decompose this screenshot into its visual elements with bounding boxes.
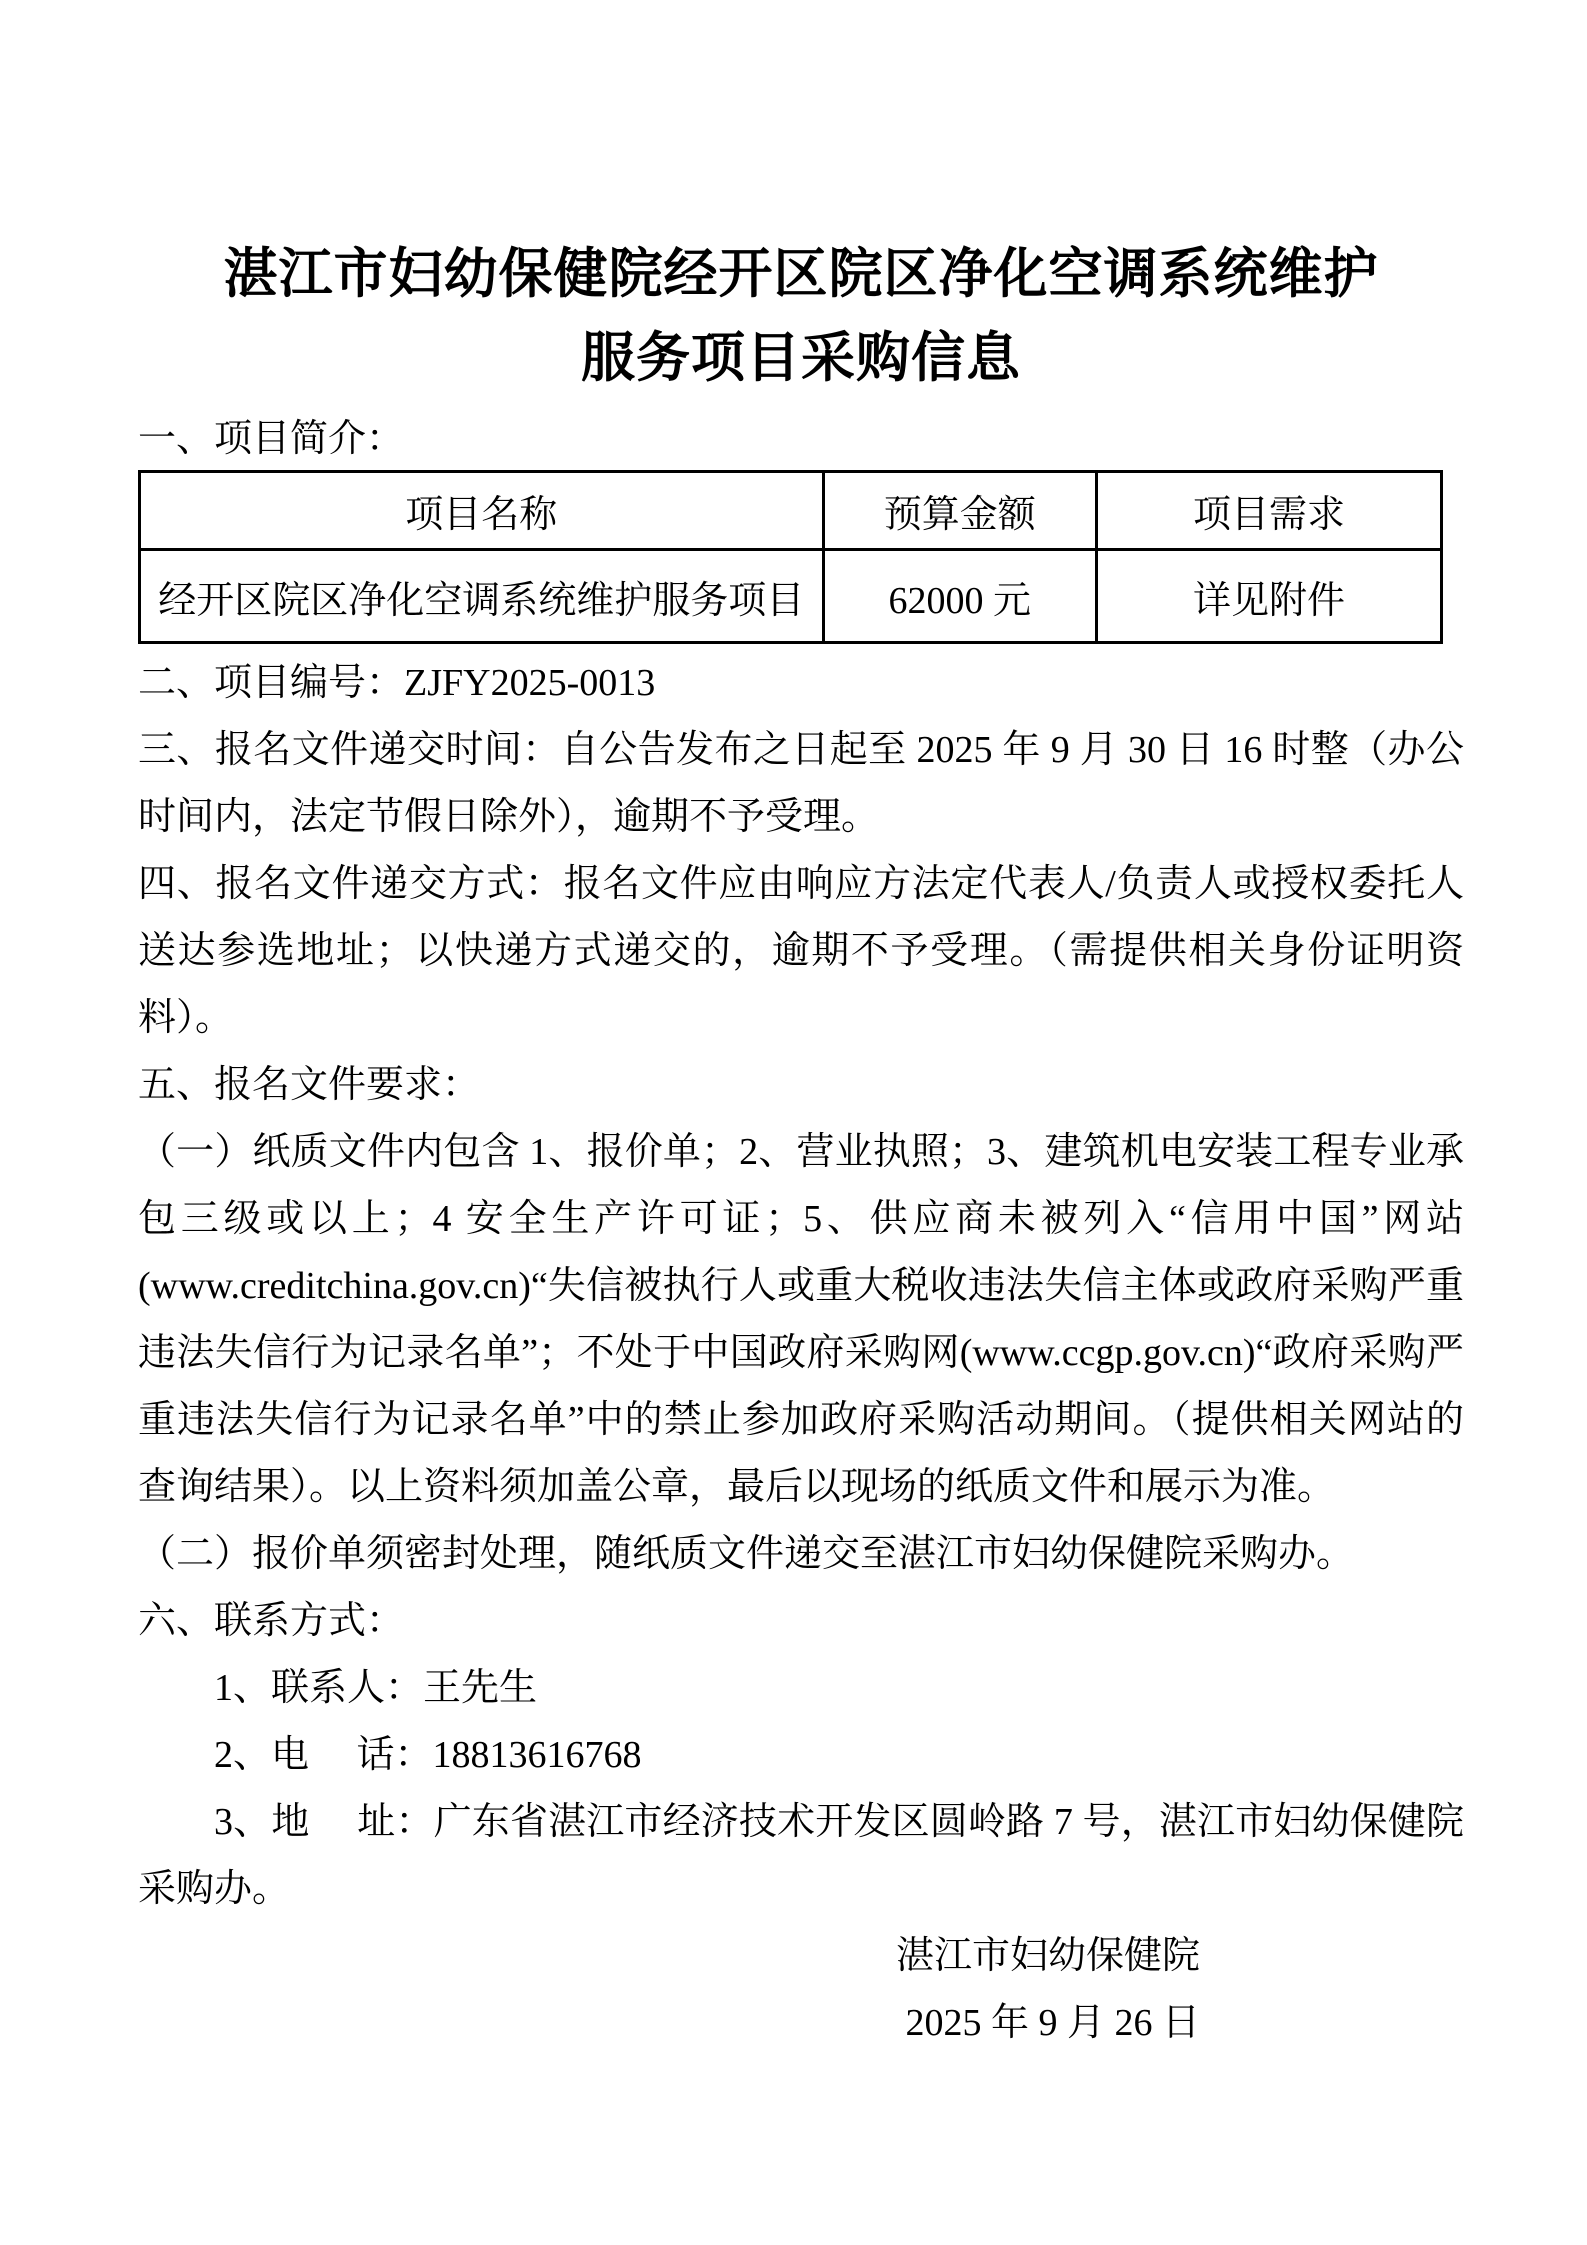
section-heading-requirements: 五、报名文件要求：: [138, 1064, 481, 1106]
table-header-requirement: 项目需求: [1096, 472, 1441, 550]
contact-address: 3、地 址：广东省湛江市经济技术开发区圆岭路 7 号，湛江市妇幼保健院采购办。: [138, 1801, 1464, 1910]
table-header-project-name: 项目名称: [140, 472, 824, 550]
document-title-line1: 湛江市妇幼保健院经开区院区净化空调系统维护: [223, 244, 1379, 304]
paragraph-requirements-item2: （二）报价单须密封处理，随纸质文件递交至湛江市妇幼保健院采购办。: [138, 1533, 1355, 1575]
project-intro-table: [138, 470, 1443, 644]
document-title: [138, 0, 1464, 400]
table-header-budget: 预算金额: [823, 472, 1096, 550]
contact-person: 1、联系人：王先生: [214, 1667, 538, 1709]
table-row: [140, 550, 1442, 643]
signature-block: [138, 1923, 1464, 2057]
paragraph-project-number: 二、项目编号：ZJFY2025-0013: [138, 662, 656, 704]
document-content: [138, 0, 1464, 2057]
table-cell-project-name: 经开区院区净化空调系统维护服务项目: [140, 550, 824, 643]
document-title-line2: 服务项目采购信息: [581, 328, 1021, 388]
paragraph-requirements-item1: （一）纸质文件内包含 1、报价单；2、营业执照；3、建筑机电安装工程专业承包三级或以上；4 安全生产许可证；5、供应商未被列入“信用中国”网站(www.creditchina.gov.cn)“失信被执行人或重大税收违法失信主体或政府采购严重违法失信行为记录名单”；不处于中国政府采购网(www.ccgp.gov.cn)“政府采购严重违法失信行为记录名单”中的禁止参加政府采购活动期间。（提供相关网站的查询结果）。以上资料须加盖公章，最后以现场的纸质文件和展示为准。: [138, 1131, 1464, 1508]
paragraph-submission-time: 三、报名文件递交时间：自公告发布之日起至 2025 年 9 月 30 日 16 时整（办公时间内，法定节假日除外），逾期不予受理。: [138, 729, 1464, 838]
signature-organization: 湛江市妇幼保健院: [895, 1935, 1200, 1977]
signature-date: 2025 年 9 月 26 日: [905, 2002, 1200, 2044]
section-heading-contact: 六、联系方式：: [138, 1600, 405, 1642]
table-cell-budget: 62000 元: [823, 550, 1096, 643]
contact-phone: 2、电 话：18813616768: [214, 1734, 642, 1776]
table-header-row: [140, 472, 1442, 550]
table-cell-requirement: 详见附件: [1096, 550, 1441, 643]
paragraph-submission-method: 四、报名文件递交方式：报名文件应由响应方法定代表人/负责人或授权委托人送达参选地址；以快递方式递交的，逾期不予受理。（需提供相关身份证明资料）。: [138, 863, 1464, 1039]
section-heading-project-intro: 一、项目简介：: [138, 418, 405, 460]
